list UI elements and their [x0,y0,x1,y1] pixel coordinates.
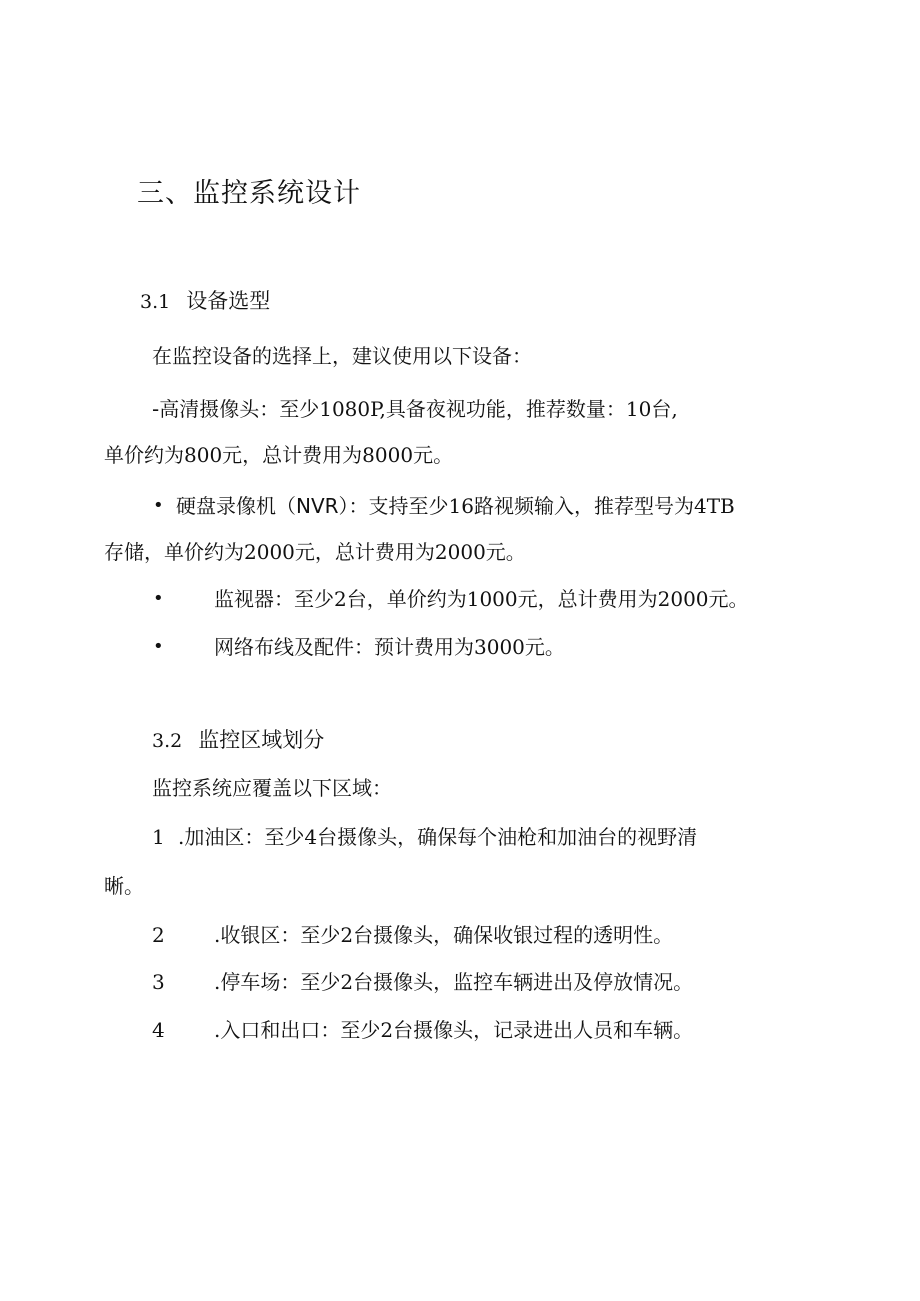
item-separator: ： [354,635,374,659]
section-intro: 在监控设备的选择上，建议使用以下设备： [152,344,532,368]
item-name: 高清摄像头 [159,397,260,421]
equipment-item-camera-cont: 单价约为800元，总计费用为8000元。 [104,443,454,467]
chapter-heading: 三、监控系统设计 [137,178,361,209]
bullet-icon: • [153,636,164,657]
item-detail: 支持至少16路视频输入，推荐型号为4TB [368,494,735,518]
area-item-fuel-cont: 晰。 [104,874,144,898]
section-title: 设备选型 [186,289,271,313]
equipment-item-nvr [176,491,735,521]
equipment-item-nvr-cont: 存储，单价约为2000元，总计费用为2000元。 [104,540,526,564]
equipment-item-camera [152,394,678,424]
area-number: 4 [152,1018,165,1042]
equipment-item-network [214,632,565,662]
item-separator: ： [348,494,369,518]
area-number: 3 [152,970,165,994]
item-marker: - [152,397,160,421]
section-heading-3-2 [152,726,324,755]
section-number: 3.2 [152,730,183,752]
area-number: 2 [152,923,165,947]
section-heading-3-1 [140,287,270,316]
item-separator: ： [259,397,280,421]
item-separator: ： [274,587,294,611]
item-detail: 预计费用为3000元。 [374,635,565,659]
item-detail: 至少1080P,具备夜视功能，推荐数量：10台, [279,397,678,421]
area-item-parking: .停车场：至少2台摄像头，监控车辆进出及停放情况。 [214,970,694,994]
area-item-fuel: .加油区：至少4台摄像头，确保每个油枪和加油台的视野清 [178,825,698,849]
section-title: 监控区域划分 [198,728,325,752]
area-number: 1 [152,825,165,849]
section-intro: 监控系统应覆盖以下区域： [152,776,392,800]
bullet-icon: • [153,588,164,609]
item-name: 硬盘录像机（NVR） [176,494,349,518]
bullet-icon: • [153,495,164,516]
item-name: 网络布线及配件 [214,635,354,659]
item-detail: 至少2台，单价约为1000元，总计费用为2000元。 [294,587,749,611]
section-number: 3.1 [140,291,171,313]
item-name: 监视器 [214,587,274,611]
area-item-cashier: .收银区：至少2台摄像头，确保收银过程的透明性。 [214,923,674,947]
equipment-item-monitor [214,584,749,614]
area-item-entrance: .入口和出口：至少2台摄像头，记录进出人员和车辆。 [214,1018,694,1042]
